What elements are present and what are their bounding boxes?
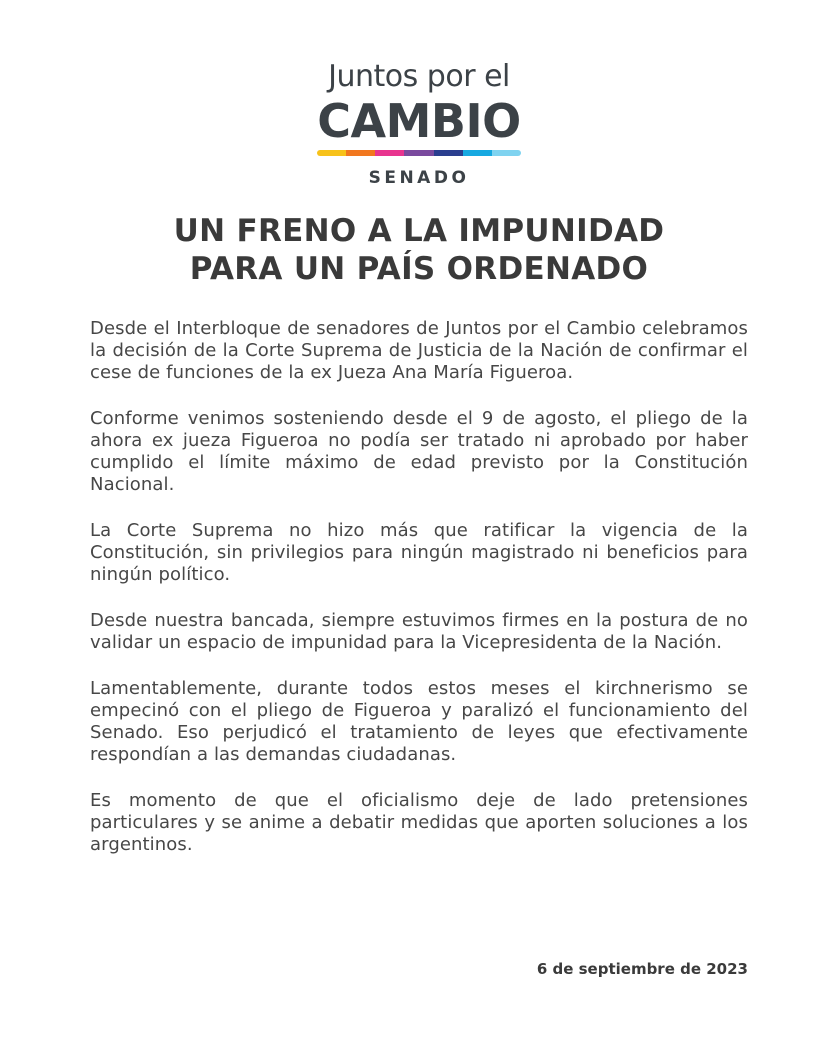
logo-stripe-segment bbox=[346, 150, 375, 156]
body-paragraph: Desde nuestra bancada, siempre estuvimos firmes en la postura de no validar un espacio de impunidad para la Vicepresidenta de la Nación. bbox=[90, 610, 748, 653]
title-line-1: UN FRENO A LA IMPUNIDAD bbox=[173, 213, 665, 249]
logo-stripe-segment bbox=[404, 150, 433, 156]
body-paragraph: Conforme venimos sosteniendo desde el 9 de agosto, el pliego de la ahora ex jueza Figueroa no podía ser tratado ni aprobado por haber cumplido el límite máximo de edad previsto por la Constitución Nacional. bbox=[90, 408, 748, 495]
release-date: 6 de septiembre de 2023 bbox=[536, 960, 748, 978]
logo-text-senado: SENADO bbox=[368, 168, 470, 188]
body-paragraph: Lamentablemente, durante todos estos meses el kirchnerismo se empecinó con el pliego de Figueroa y paralizó el funcionamiento del Senado. Eso perjudicó el tratamiento de leyes que efectivamente respondían a las demandas ciudadanas. bbox=[90, 678, 748, 765]
press-release-body bbox=[90, 318, 748, 880]
logo-text-juntos: Juntos por el bbox=[328, 59, 510, 94]
title-line-2: PARA UN PAÍS ORDENADO bbox=[189, 251, 649, 287]
logo-text-cambio: CAMBIO bbox=[317, 94, 521, 148]
logo-stripe-segment bbox=[463, 150, 492, 156]
logo-stripe-segment bbox=[317, 150, 346, 156]
press-release-title bbox=[0, 212, 838, 288]
logo-color-stripe bbox=[317, 150, 521, 156]
body-paragraph: Desde el Interbloque de senadores de Juntos por el Cambio celebramos la decisión de la Corte Suprema de Justicia de la Nación de confirmar el cese de funciones de la ex Jueza Ana María Figueroa. bbox=[90, 318, 748, 383]
logo-stripe-segment bbox=[434, 150, 463, 156]
juntos-por-el-cambio-logo bbox=[0, 60, 838, 188]
body-paragraph: Es momento de que el oficialismo deje de lado pretensiones particulares y se anime a debatir medidas que aporten soluciones a los argentinos. bbox=[90, 790, 748, 855]
logo-stripe-segment bbox=[492, 150, 521, 156]
body-paragraph: La Corte Suprema no hizo más que ratificar la vigencia de la Constitución, sin privilegios para ningún magistrado ni beneficios para ningún político. bbox=[90, 520, 748, 585]
logo-stripe-segment bbox=[375, 150, 404, 156]
